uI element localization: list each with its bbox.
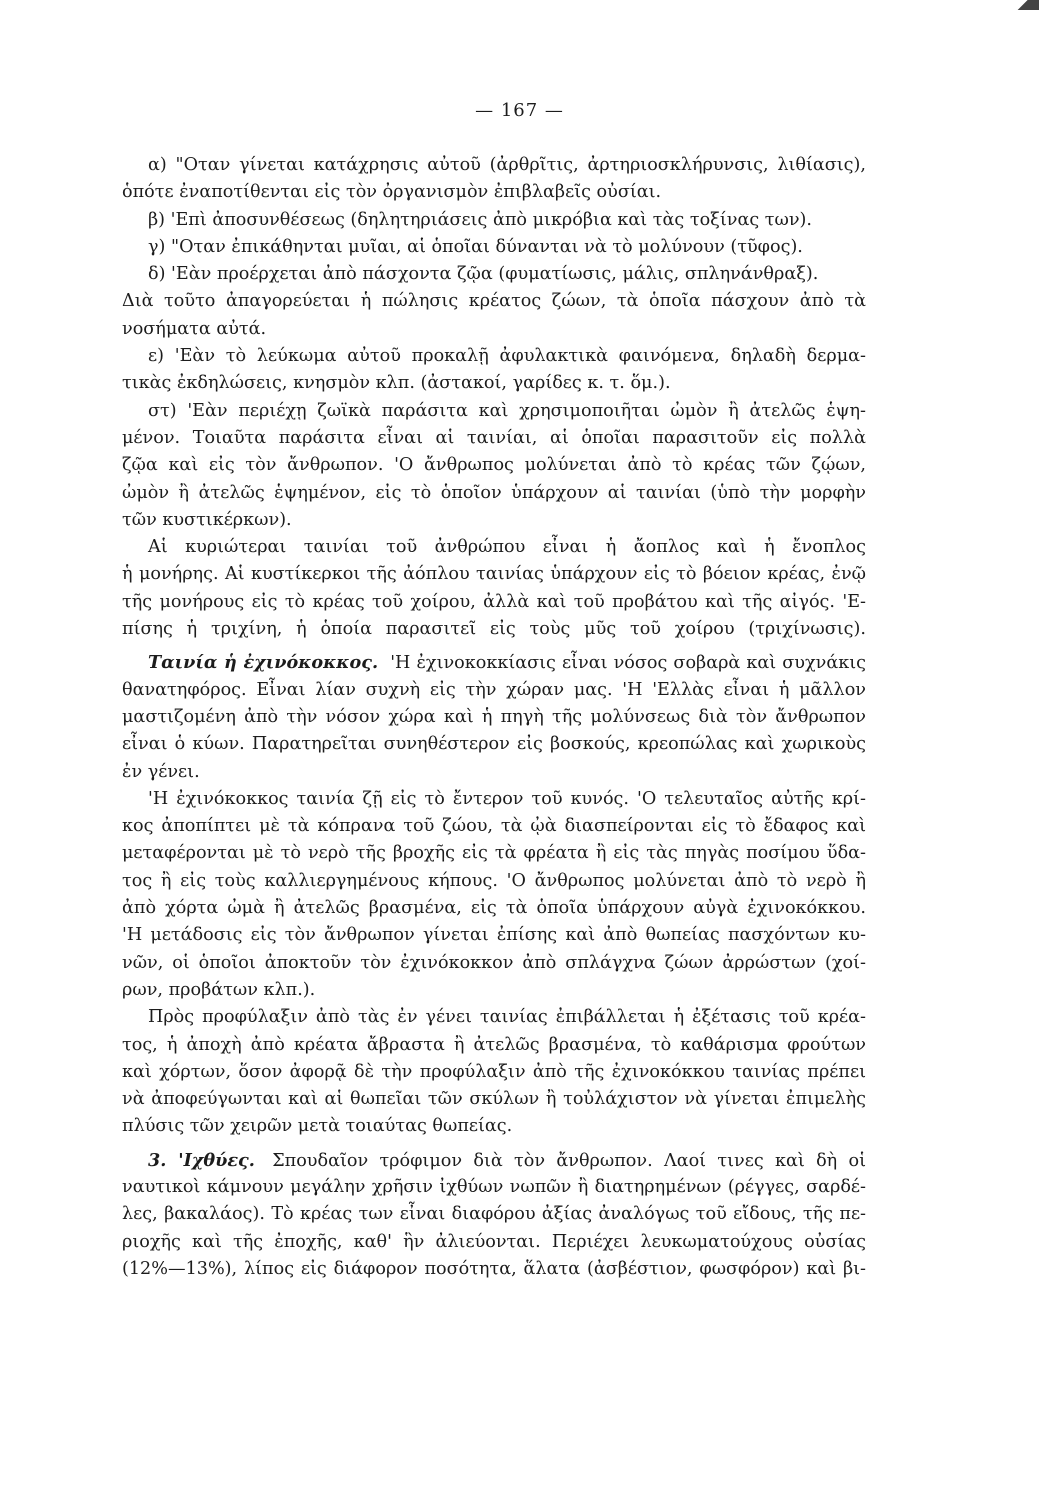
section-heading-fish: 3. 'Ιχθύες. bbox=[148, 1149, 255, 1171]
text-line: Αἱ κυριώτεραι ταινίαι τοῦ ἀνθρώπου εἶναι ἡ ἄοπλος καὶ ἡ ἔνοπλος bbox=[148, 537, 866, 558]
text-line: ναυτικοὶ κάμνουν μεγάλην χρῆσιν ἰχθύων νωπῶν ἢ διατηρημένων (ρέγγες, σαρδέ- bbox=[122, 1176, 866, 1197]
text-line: τος ἢ εἰς τοὺς καλλιεργημένους κήπους. 'Ο ἄνθρωπος μολύνεται ἀπὸ τὸ νερὸ ἢ bbox=[122, 870, 866, 891]
text-line: ἐν γένει. bbox=[122, 761, 200, 782]
text-line: ρων, προβάτων κλπ.). bbox=[122, 979, 316, 1000]
text-line: δ) 'Εὰν προέρχεται ἀπὸ πάσχοντα ζῷα (φυματίωσις, μάλις, σπληνάνθραξ). bbox=[148, 264, 819, 285]
page-body bbox=[122, 152, 866, 1283]
text-line: τος, ἡ ἀποχὴ ἀπὸ κρέατα ἄβραστα ἢ ἀτελῶς βρασμένα, τὸ καθάρισμα φρούτων bbox=[122, 1034, 866, 1055]
text-line: τικὰς ἐκδηλώσεις, κνησμὸν κλπ. (ἀστακοί, γαρίδες κ. τ. ὅμ.). bbox=[122, 373, 671, 394]
text-line: τῆς μονήρους εἰς τὸ κρέας τοῦ χοίρου, ἀλλὰ καὶ τοῦ προβάτου καὶ τῆς αἰγός. 'Ε- bbox=[122, 591, 866, 612]
text-line: νὰ ἀποφεύγωνται καὶ αἱ θωπεῖαι τῶν σκύλων ἢ τοὐλάχιστον νὰ γίνεται ἐπιμελὴς bbox=[122, 1089, 866, 1110]
text-line: Πρὸς προφύλαξιν ἀπὸ τὰς ἐν γένει ταινίας ἐπιβάλλεται ἡ ἐξέτασις τοῦ κρέα- bbox=[148, 1007, 866, 1028]
text-line: ἀπὸ χόρτα ὠμὰ ἢ ἀτελῶς βρασμένα, εἰς τὰ ὁποῖα ὑπάρχουν αὐγὰ ἐχινοκόκκου. bbox=[122, 898, 866, 919]
text-line: Σπουδαῖον τρόφιμον διὰ τὸν ἄνθρωπον. Λαοί τινες καὶ δὴ οἱ bbox=[272, 1150, 867, 1171]
text-line: 'Η ἐχινοκοκκίασις εἶναι νόσος σοβαρὰ καὶ συχνάκις bbox=[390, 653, 866, 674]
section-line-echinococcus bbox=[122, 649, 866, 676]
text-line: ἡ μονήρης. Αἱ κυστίκερκοι τῆς ἀόπλου ταινίας ὑπάρχουν εἰς τὸ βόειον κρέας, ἐνῷ bbox=[122, 564, 866, 585]
scan-corner-mark bbox=[1013, 0, 1039, 10]
text-line: ριοχῆς καὶ τῆς ἐποχῆς, καθ' ἣν ἀλιεύονται. Περιέχει λευκωματούχους οὐσίας bbox=[122, 1231, 866, 1252]
text-line: στ) 'Εὰν περιέχῃ ζωϊκὰ παράσιτα καὶ χρησιμοποιῆται ὠμὸν ἢ ἀτελῶς ἑψη- bbox=[148, 400, 866, 421]
text-line: εἶναι ὁ κύων. Παρατηρεῖται συνηθέστερον εἰς βοσκούς, κρεοπώλας καὶ χωρικοὺς bbox=[122, 734, 866, 755]
text-line: μεταφέρονται μὲ τὸ νερὸ τῆς βροχῆς εἰς τὰ φρέατα ἢ εἰς τὰς πηγὰς ποσίμου ὕδα- bbox=[122, 843, 866, 864]
text-line: ὠμὸν ἢ ἀτελῶς ἑψημένον, εἰς τὸ ὁποῖον ὑπάρχουν αἱ ταινίαι (ὑπὸ τὴν μορφὴν bbox=[122, 482, 866, 503]
text-line: ε) 'Εὰν τὸ λεύκωμα αὐτοῦ προκαλῇ ἀφυλακτικὰ φαινόμενα, δηλαδὴ δερμα- bbox=[148, 346, 866, 367]
text-line: 'Η ἐχινόκοκκος ταινία ζῇ εἰς τὸ ἔντερον τοῦ κυνός. 'Ο τελευταῖος αὐτῆς κρί- bbox=[148, 788, 866, 809]
text-line: τῶν κυστικέρκων). bbox=[122, 509, 292, 530]
section-line-fish bbox=[122, 1147, 866, 1174]
text-line: λες, βακαλάος). Τὸ κρέας των εἶναι διαφόρου ἀξίας ἀναλόγως τοῦ εἴδους, τῆς πε- bbox=[122, 1204, 866, 1225]
text-line: καὶ χόρτων, ὅσον ἀφορᾷ δὲ τὴν προφύλαξιν ἀπὸ τῆς ἐχινοκόκκου ταινίας πρέπει bbox=[122, 1061, 866, 1082]
text-line: β) 'Επὶ ἀποσυνθέσεως (δηλητηριάσεις ἀπὸ μικρόβια καὶ τὰς τοξίνας των). bbox=[148, 209, 813, 230]
text-line: νῶν, οἱ ὁποῖοι ἀποκτοῦν τὸν ἐχινόκοκκον ἀπὸ σπλάγχνα ζώων ἀρρώστων (χοί- bbox=[122, 952, 866, 973]
text-line: α) "Οταν γίνεται κατάχρησις αὐτοῦ (ἀρθρῖτις, ἀρτηριοσκλήρυνσις, λιθίασις), bbox=[148, 155, 866, 175]
text-line: ζῷα καὶ εἰς τὸν ἄνθρωπον. 'Ο ἄνθρωπος μολύνεται ἀπὸ τὸ κρέας τῶν ζῴων, bbox=[122, 455, 866, 476]
section-heading-echinococcus: Ταινία ἡ ἐχινόκοκκος. bbox=[148, 652, 379, 674]
text-line: Διὰ τοῦτο ἀπαγορεύεται ἡ πώλησις κρέατος ζώων, τὰ ὁποῖα πάσχουν ἀπὸ τὰ bbox=[122, 291, 866, 312]
text-line: 'Η μετάδοσις εἰς τὸν ἄνθρωπον γίνεται ἐπίσης καὶ ἀπὸ θωπείας πασχόντων κυ- bbox=[122, 925, 866, 946]
text-line: μένον. Τοιαῦτα παράσιτα εἶναι αἱ ταινίαι, αἱ ὁποῖαι παρασιτοῦν εἰς πολλὰ bbox=[122, 427, 866, 448]
text-line: γ) "Οταν ἐπικάθηνται μυῖαι, αἱ ὁποῖαι δύνανται νὰ τὸ μολύνουν (τῦφος). bbox=[148, 236, 803, 257]
text-line: νοσήματα αὐτά. bbox=[122, 318, 267, 339]
page-number: — 167 — bbox=[475, 100, 564, 121]
text-line: πίσης ἡ τριχίνη, ἡ ὁποία παρασιτεῖ εἰς τοὺς μῦς τοῦ χοίρου (τριχίνωσις). bbox=[122, 619, 866, 640]
text-line: (12%—13%), λίπος εἰς διάφορον ποσότητα, ἅλατα (ἀσβέστιον, φωσφόρον) καὶ βι- bbox=[122, 1258, 866, 1279]
text-line: ὁπότε ἐναποτίθενται εἰς τὸν ὀργανισμὸν ἐπιβλαβεῖς οὐσίαι. bbox=[122, 182, 662, 203]
text-line: κος ἀποπίπτει μὲ τὰ κόπρανα τοῦ ζώου, τὰ ᾠὰ διασπείρονται εἰς τὸ ἔδαφος καὶ bbox=[122, 816, 866, 837]
text-line: πλύσις τῶν χειρῶν μετὰ τοιαύτας θωπείας. bbox=[122, 1116, 513, 1137]
text-line: θανατηφόρος. Εἶναι λίαν συχνὴ εἰς τὴν χώραν μας. 'Η 'Ελλὰς εἶναι ἡ μᾶλλον bbox=[122, 679, 866, 700]
text-line: μαστιζομένη ἀπὸ τὴν νόσον χώρα καὶ ἡ πηγὴ τῆς μολύνσεως διὰ τὸν ἄνθρωπον bbox=[122, 706, 866, 727]
